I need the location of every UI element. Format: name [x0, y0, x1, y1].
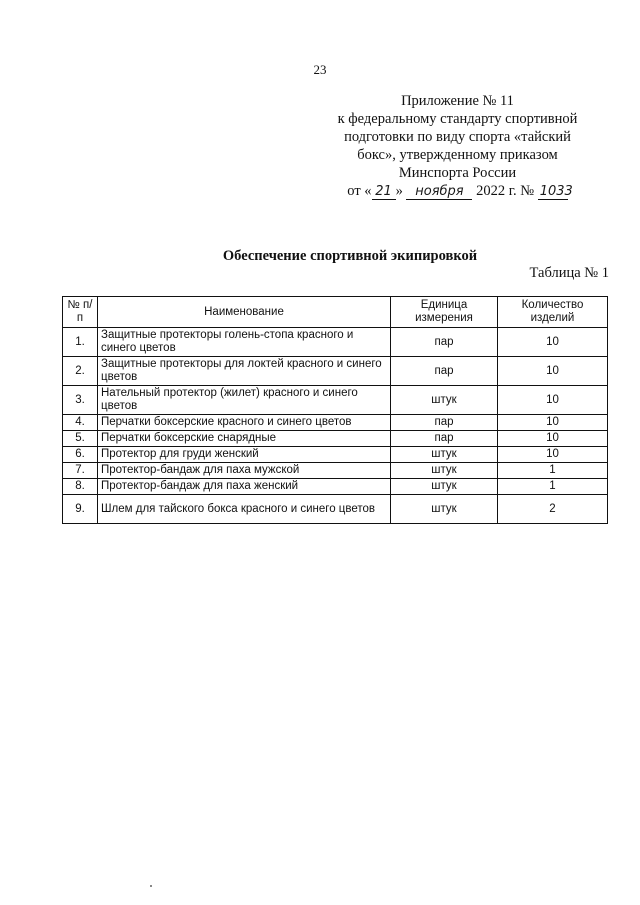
- appendix-line-2: к федеральному стандарту спортивной: [337, 111, 578, 127]
- row-name: Протектор-бандаж для паха мужской: [98, 463, 391, 479]
- row-qty: 1: [498, 479, 608, 495]
- row-name: Защитные протекторы голень-стопа красного и синего цветов: [98, 328, 391, 357]
- row-num: 2.: [63, 357, 98, 386]
- header-num: № п/п: [63, 297, 98, 328]
- row-name: Защитные протекторы для локтей красного и синего цветов: [98, 357, 391, 386]
- row-unit: пар: [391, 328, 498, 357]
- row-name: Протектор-бандаж для паха женский: [98, 479, 391, 495]
- table-label: Таблица № 1: [529, 265, 609, 281]
- table-row: [63, 495, 608, 524]
- header-name: Наименование: [98, 297, 391, 328]
- page-number: 23: [313, 62, 327, 77]
- row-name: Нательный протектор (жилет) красного и синего цветов: [98, 386, 391, 415]
- date-mid: »: [395, 183, 403, 199]
- equipment-table: [62, 296, 608, 524]
- row-name: Протектор для груди женский: [98, 447, 391, 463]
- row-name: Перчатки боксерские красного и синего цветов: [98, 415, 391, 431]
- table-row: [63, 415, 608, 431]
- row-num: 7.: [63, 463, 98, 479]
- document-title: Обеспечение спортивной экипировкой: [222, 248, 478, 264]
- handwritten-month: ноября: [406, 185, 472, 200]
- row-qty: 10: [498, 431, 608, 447]
- row-num: 1.: [63, 328, 98, 357]
- appendix-block: [330, 92, 585, 200]
- row-unit: штук: [391, 386, 498, 415]
- row-qty: 10: [498, 328, 608, 357]
- row-unit: штук: [391, 479, 498, 495]
- row-unit: пар: [391, 415, 498, 431]
- row-qty: 10: [498, 386, 608, 415]
- date-year: 2022 г. №: [476, 183, 535, 199]
- table-row: [63, 479, 608, 495]
- row-num: 5.: [63, 431, 98, 447]
- appendix-line-4: бокс», утвержденному приказом: [357, 147, 558, 163]
- appendix-title: Приложение № 11: [401, 93, 514, 109]
- table-row: [63, 328, 608, 357]
- table-row: [63, 463, 608, 479]
- handwritten-order-number: 1033: [539, 184, 573, 199]
- row-qty: 10: [498, 447, 608, 463]
- header-qty: Количество изделий: [498, 297, 608, 328]
- row-name: Шлем для тайского бокса красного и синего цветов: [98, 495, 391, 524]
- row-num: 8.: [63, 479, 98, 495]
- table-row: [63, 357, 608, 386]
- row-num: 4.: [63, 415, 98, 431]
- row-unit: пар: [391, 431, 498, 447]
- appendix-line-3: подготовки по виду спорта «тайский: [344, 129, 571, 145]
- row-unit: пар: [391, 357, 498, 386]
- header-unit: Единица измерения: [391, 297, 498, 328]
- table-row: [63, 386, 608, 415]
- row-num: 3.: [63, 386, 98, 415]
- row-num: 6.: [63, 447, 98, 463]
- appendix-line-5: Минспорта России: [398, 165, 517, 181]
- order-date-line: [330, 182, 585, 200]
- table-row: [63, 447, 608, 463]
- row-num: 9.: [63, 495, 98, 524]
- row-qty: 1: [498, 463, 608, 479]
- table-header-row: [63, 297, 608, 328]
- row-unit: штук: [391, 447, 498, 463]
- row-qty: 2: [498, 495, 608, 524]
- date-prefix: от «: [347, 183, 372, 199]
- row-qty: 10: [498, 357, 608, 386]
- table-row: [63, 431, 608, 447]
- row-unit: штук: [391, 495, 498, 524]
- scan-speck: [150, 885, 152, 887]
- row-unit: штук: [391, 463, 498, 479]
- handwritten-day: 21: [372, 185, 396, 200]
- row-name: Перчатки боксерские снарядные: [98, 431, 391, 447]
- row-qty: 10: [498, 415, 608, 431]
